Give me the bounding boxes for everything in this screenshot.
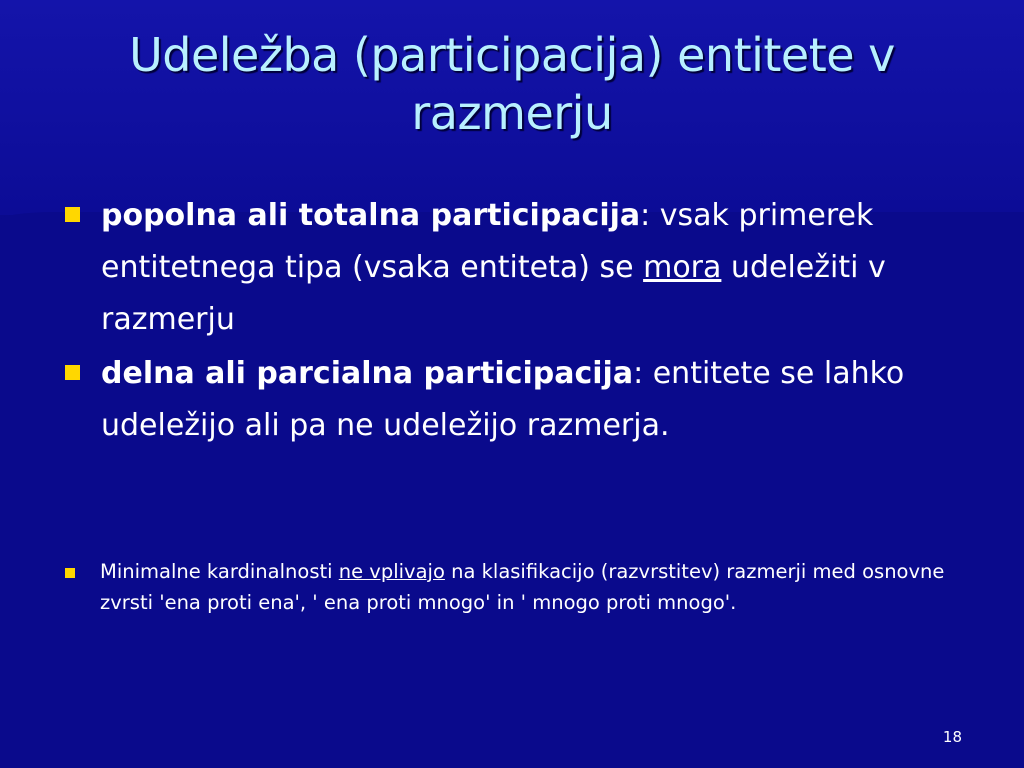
note-text: na klasifikacijo (razvrstitev) razmerji med osnovne zvrsti 'ena proti ena', ' ena proti mnogo' in ' mnogo proti mnogo'.	[100, 560, 945, 614]
list-item-full-participation	[60, 190, 960, 346]
square-bullet-icon	[65, 568, 75, 578]
term-partial-participation: delna ali parcialna participacija	[101, 356, 634, 391]
definition-text: vsak primerek entitetnega tipa (vsaka entiteta) se	[101, 198, 874, 285]
emphasis-underlined: mora	[643, 250, 722, 285]
list-item-partial-participation	[60, 348, 960, 452]
separator: :	[633, 356, 644, 391]
bullet-list	[60, 190, 960, 454]
square-bullet-icon	[65, 207, 80, 222]
separator: :	[640, 198, 651, 233]
square-bullet-icon	[65, 365, 80, 380]
definition-text: udeležiti v razmerju	[101, 250, 886, 337]
note-emphasis-underlined: ne vplivajo	[338, 560, 445, 583]
slide-title: Udeležba (participacija) entitete v razmerju	[129, 28, 895, 140]
term-full-participation: popolna ali totalna participacija	[101, 198, 641, 233]
note-minimal-cardinality	[60, 556, 970, 618]
definition-text: entitete se lahko udeležijo ali pa ne udeležijo razmerja.	[101, 356, 905, 443]
page-number: 18	[942, 728, 962, 746]
note-text: Minimalne kardinalnosti	[100, 560, 339, 583]
